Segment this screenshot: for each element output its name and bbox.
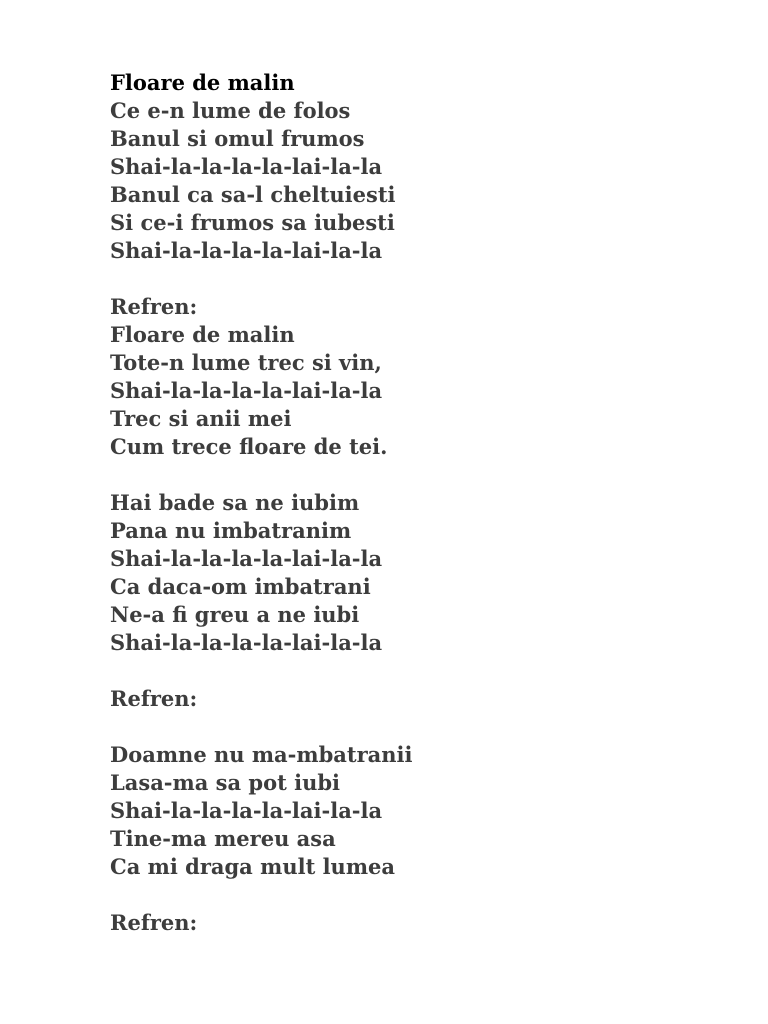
lyric-line: Trec si anii mei bbox=[110, 406, 292, 431]
stanza-2-refrain bbox=[110, 293, 730, 461]
lyric-line: Ce e-n lume de folos bbox=[110, 98, 351, 123]
lyric-line: Pana nu imbatranim bbox=[110, 518, 352, 543]
lyric-line: Ne-a fi greu a ne iubi bbox=[110, 602, 360, 627]
lyric-line: Hai bade sa ne iubim bbox=[110, 490, 360, 515]
stanza-5 bbox=[110, 741, 730, 881]
lyric-line: Shai-la-la-la-la-lai-la-la bbox=[110, 630, 383, 655]
lyric-line: Ca mi draga mult lumea bbox=[110, 854, 396, 879]
lyric-line: Ca daca-om imbatrani bbox=[110, 574, 371, 599]
stanza-4-refrain bbox=[110, 685, 730, 713]
lyric-line: Floare de malin bbox=[110, 322, 295, 347]
lyric-line: Cum trece floare de tei. bbox=[110, 434, 388, 459]
refrain-label: Refren: bbox=[110, 686, 198, 711]
lyric-line: Shai-la-la-la-la-lai-la-la bbox=[110, 154, 383, 179]
lyric-line: Lasa-ma sa pot iubi bbox=[110, 770, 341, 795]
lyric-line: Banul ca sa-l cheltuiesti bbox=[110, 182, 396, 207]
lyric-line: Shai-la-la-la-la-lai-la-la bbox=[110, 238, 383, 263]
refrain-label: Refren: bbox=[110, 294, 198, 319]
lyric-line: Tote-n lume trec si vin, bbox=[110, 350, 382, 375]
stanza-6-refrain bbox=[110, 909, 730, 937]
stanza-1 bbox=[110, 69, 730, 265]
lyrics-document bbox=[110, 69, 730, 937]
lyric-line: Tine-ma mereu asa bbox=[110, 826, 336, 851]
document-title: Floare de malin bbox=[110, 70, 295, 95]
lyric-line: Si ce-i frumos sa iubesti bbox=[110, 210, 395, 235]
lyric-line: Shai-la-la-la-la-lai-la-la bbox=[110, 798, 383, 823]
lyric-line: Shai-la-la-la-la-lai-la-la bbox=[110, 378, 383, 403]
lyric-line: Banul si omul frumos bbox=[110, 126, 365, 151]
lyric-line: Doamne nu ma-mbatranii bbox=[110, 742, 413, 767]
stanza-3 bbox=[110, 489, 730, 657]
lyric-line: Shai-la-la-la-la-lai-la-la bbox=[110, 546, 383, 571]
refrain-label: Refren: bbox=[110, 910, 198, 935]
